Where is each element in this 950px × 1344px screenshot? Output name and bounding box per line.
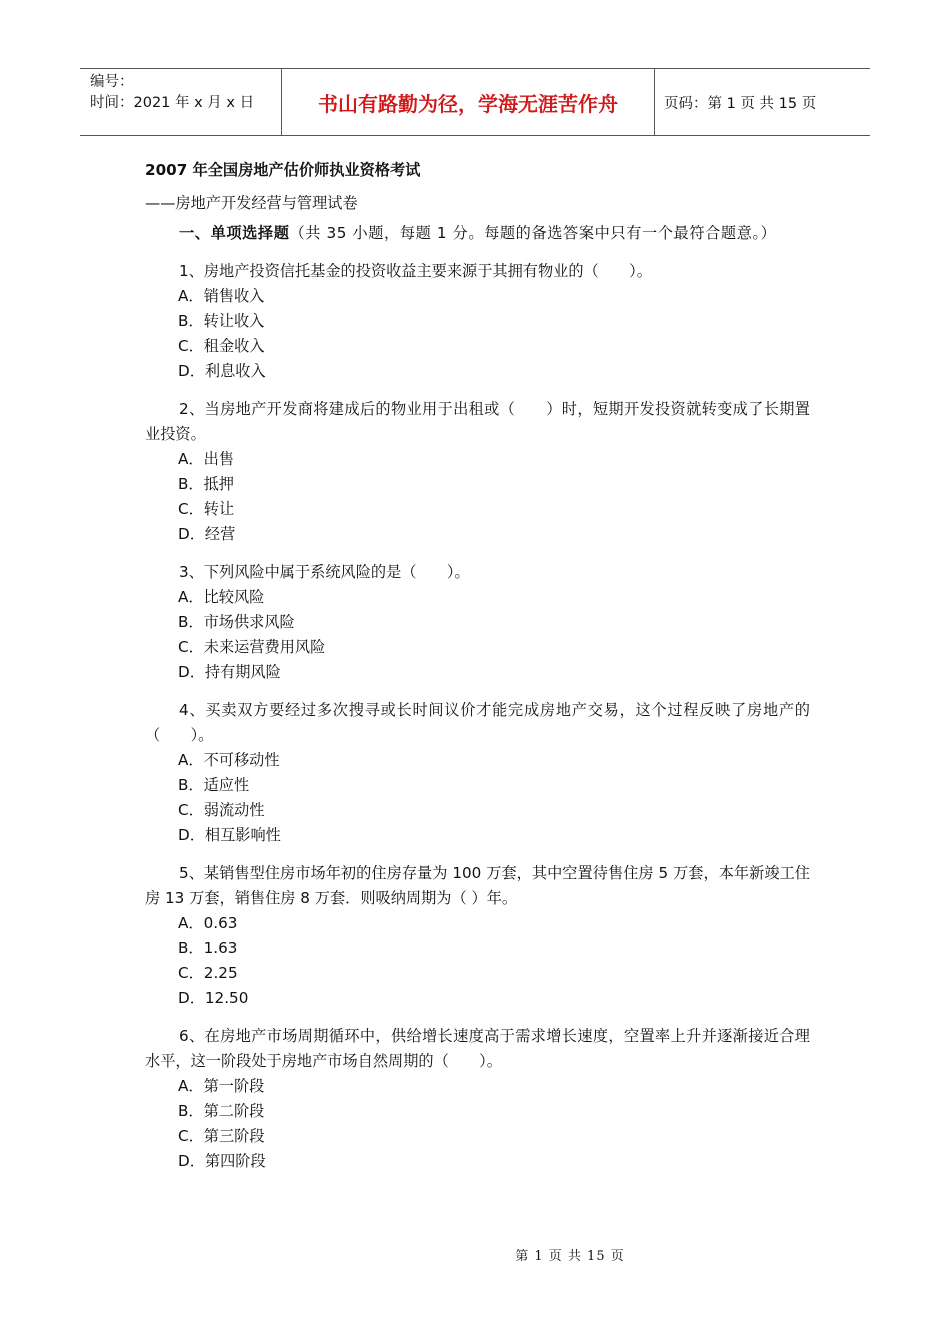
section-heading-bold: 一、单项选择题 — [179, 224, 290, 242]
document-subtitle: ——房地产开发经营与管理试卷 — [145, 194, 358, 212]
question-text: 2、当房地产开发商将建成后的物业用于出租或（ ）时，短期开发投资就转变成了长期置业投资。 — [145, 400, 810, 443]
answer-option: A．不可移动性 — [178, 751, 280, 769]
answer-option: D．经营 — [178, 525, 236, 543]
question-text: 3、下列风险中属于系统风险的是（ ）。 — [179, 563, 470, 581]
answer-option: D．利息收入 — [178, 362, 266, 380]
page-header — [80, 68, 870, 136]
answer-option: D．持有期风险 — [178, 663, 281, 681]
answer-option: C．转让 — [178, 500, 235, 518]
answer-option: B．抵押 — [178, 475, 234, 493]
question-text: 4、买卖双方要经过多次搜寻或长时间议价才能完成房地产交易，这个过程反映了房地产的（ ）。 — [145, 701, 810, 744]
section-heading-desc: （共 35 小题，每题 1 分。每题的备选答案中只有一个最符合题意。） — [289, 224, 777, 242]
question-item — [145, 1024, 810, 1174]
answer-option: B．市场供求风险 — [178, 613, 295, 631]
question-item — [145, 259, 810, 384]
answer-option: A．出售 — [178, 450, 234, 468]
answer-option: A．0.63 — [178, 914, 238, 932]
answer-option: D．相互影响性 — [178, 826, 281, 844]
header-page-label: 页码：第 1 页 共 15 页 — [664, 95, 817, 112]
answer-option: C．第三阶段 — [178, 1127, 265, 1145]
question-item — [145, 397, 810, 547]
answer-option: C．未来运营费用风险 — [178, 638, 326, 656]
answer-option: B．适应性 — [178, 776, 250, 794]
number-label: 编号： — [90, 74, 134, 90]
answer-option: A．销售收入 — [178, 287, 265, 305]
answer-option: A．第一阶段 — [178, 1077, 265, 1095]
question-text: 6、在房地产市场周期循环中，供给增长速度高于需求增长速度，空置率上升并逐渐接近合理水平，这一阶段处于房地产市场自然周期的（ ）。 — [145, 1027, 810, 1070]
answer-option: C．租金收入 — [178, 337, 265, 355]
section-heading — [145, 221, 810, 246]
page-footer: 第 1 页 共 15 页 — [515, 1249, 625, 1264]
answer-option: B．转让收入 — [178, 312, 265, 330]
answer-option: A．比较风险 — [178, 588, 265, 606]
answer-option: B．第二阶段 — [178, 1102, 265, 1120]
document-body — [145, 152, 810, 1174]
question-item — [145, 698, 810, 848]
answer-option: C．弱流动性 — [178, 801, 265, 819]
question-text: 5、某销售型住房市场年初的住房存量为 100 万套，其中空置待售住房 5 万套，本年新竣工住房 13 万套，销售住房 8 万套．则吸纳周期为（ ）年。 — [145, 864, 810, 907]
header-left-cell — [80, 69, 282, 135]
answer-option: D．12.50 — [178, 989, 249, 1007]
question-item — [145, 861, 810, 1011]
question-list — [145, 259, 810, 1174]
question-text: 1、房地产投资信托基金的投资收益主要来源于其拥有物业的（ ）。 — [179, 262, 652, 280]
header-motto: 书山有路勤为径，学海无涯苦作舟 — [282, 69, 655, 135]
answer-option: C．2.25 — [178, 964, 238, 982]
question-item — [145, 560, 810, 685]
time-label: 时间：2021 年 x 月 x 日 — [90, 95, 255, 111]
document-title: 2007 年全国房地产估价师执业资格考试 — [145, 161, 421, 179]
answer-option: D．第四阶段 — [178, 1152, 266, 1170]
answer-option: B．1.63 — [178, 939, 238, 957]
